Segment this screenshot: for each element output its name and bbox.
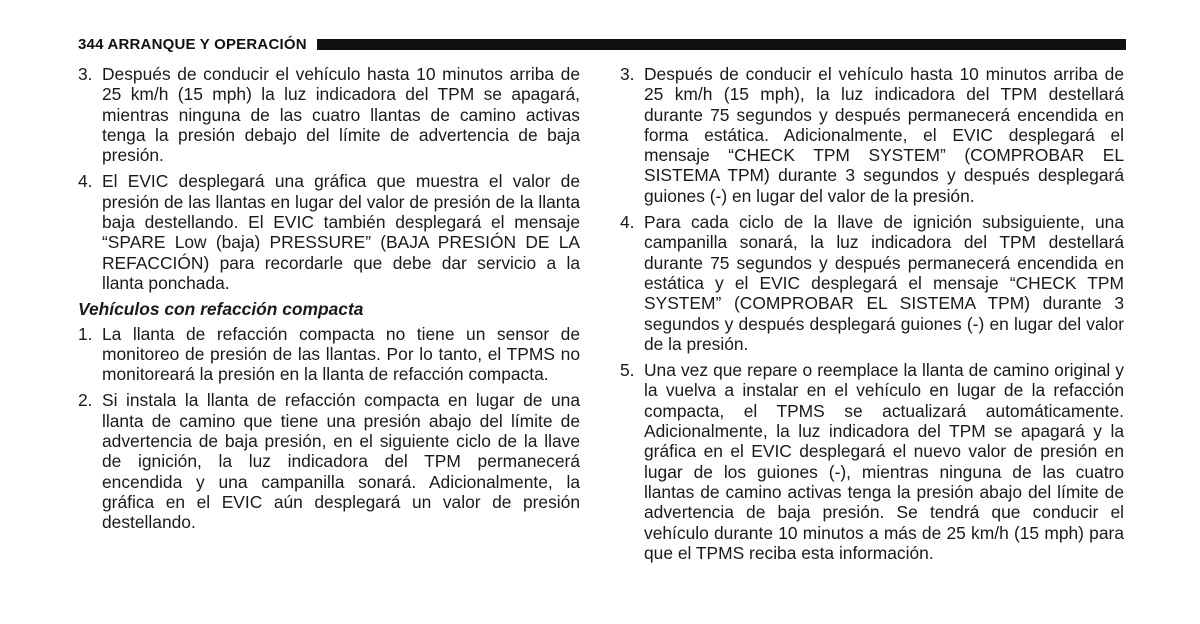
list-item-text: El EVIC desplegará una gráfica que muestra el valor de presión de las llantas en lugar del valor de presión de la llanta baja destellando. El EVIC también desplegará el mensaje “SPARE Low (baja) PRESSURE” (BAJA PRESIÓN DE LA REFACCIÓN) para recordarle que debe dar servicio a la llanta ponchada. (102, 171, 580, 293)
list-item (620, 64, 1124, 206)
list-item-text: Una vez que repare o reemplace la llanta de camino original y la vuelva a instalar en el vehículo en lugar de la refacción compacta, el TPMS se actualizará automáticamente. Adicionalmente, la luz indicadora del TPM se apagará y la gráfica en el EVIC desplegará el nuevo valor de presión en lugar de los guiones (-), mientras ninguna de las cuatro llantas de camino activas tenga la presión abajo del límite de advertencia de baja presión. Se tendrá que conducir el vehículo durante 10 minutos a más de 25 km/h (15 mph) para que el TPMS reciba esta información. (644, 360, 1124, 563)
list-item-number: 3. (78, 64, 93, 84)
page-header-title: 344 ARRANQUE Y OPERACIÓN (78, 35, 307, 53)
list-item-text: Después de conducir el vehículo hasta 10 minutos arriba de 25 km/h (15 mph) la luz indicadora del TPM se apagará, mientras ninguna de las cuatro llantas de camino activas tenga la presión debajo del límite de advertencia de baja presión. (102, 64, 580, 166)
list-item (78, 390, 580, 532)
left-column (78, 64, 580, 539)
list-item (78, 324, 580, 385)
list-item (620, 212, 1124, 354)
list-item-number: 2. (78, 390, 93, 411)
right-column (620, 64, 1124, 569)
list-item (78, 64, 580, 165)
list-item-number: 1. (78, 323, 93, 344)
list-item-text: Para cada ciclo de la llave de ignición subsiguiente, una campanilla sonará, la luz indicadora del TPM destellará durante 75 segundos y después permanecerá encendida en estática y el EVIC desplegará el mensaje “CHECK TPM SYSTEM” (COMPROBAR EL SISTEMA TPM) durante 3 segundos y después desplegará guiones (-) en lugar del valor de la presión. (644, 212, 1124, 354)
list-item-text: La llanta de refacción compacta no tiene un sensor de monitoreo de presión de las llantas. Por lo tanto, el TPMS no monitoreará la presión en la llanta de refacción compacta. (102, 323, 580, 385)
list-item-number: 4. (78, 171, 93, 192)
list-item (78, 171, 580, 293)
list-item (620, 360, 1124, 563)
list-item-number: 4. (620, 212, 635, 233)
section-subheading: Vehículos con refacción compacta (78, 299, 364, 320)
header-rule (317, 39, 1126, 50)
list-item-number: 5. (620, 360, 635, 381)
list-item-text: Si instala la llanta de refacción compacta en lugar de una llanta de camino que tiene una presión abajo del límite de advertencia de baja presión, en el siguiente ciclo de la llave de ignición, la luz indicadora del TPM permanecerá encendida y una campanilla sonará. Adicionalmente, la gráfica en el EVIC aún desplegará un valor de presión destellando. (102, 390, 580, 533)
list-item-text: Después de conducir el vehículo hasta 10 minutos arriba de 25 km/h (15 mph), la luz indicadora del TPM destellará durante 75 segundos y después permanecerá encendida en forma estática. Adicionalmente, el EVIC desplegará el mensaje “CHECK TPM SYSTEM” (COMPROBAR EL SISTEMA TPM) durante 3 segundos y después desplegará guiones (-) en lugar del valor de la presión. (644, 64, 1124, 206)
page-header (78, 34, 1126, 54)
list-item-number: 3. (620, 64, 635, 84)
